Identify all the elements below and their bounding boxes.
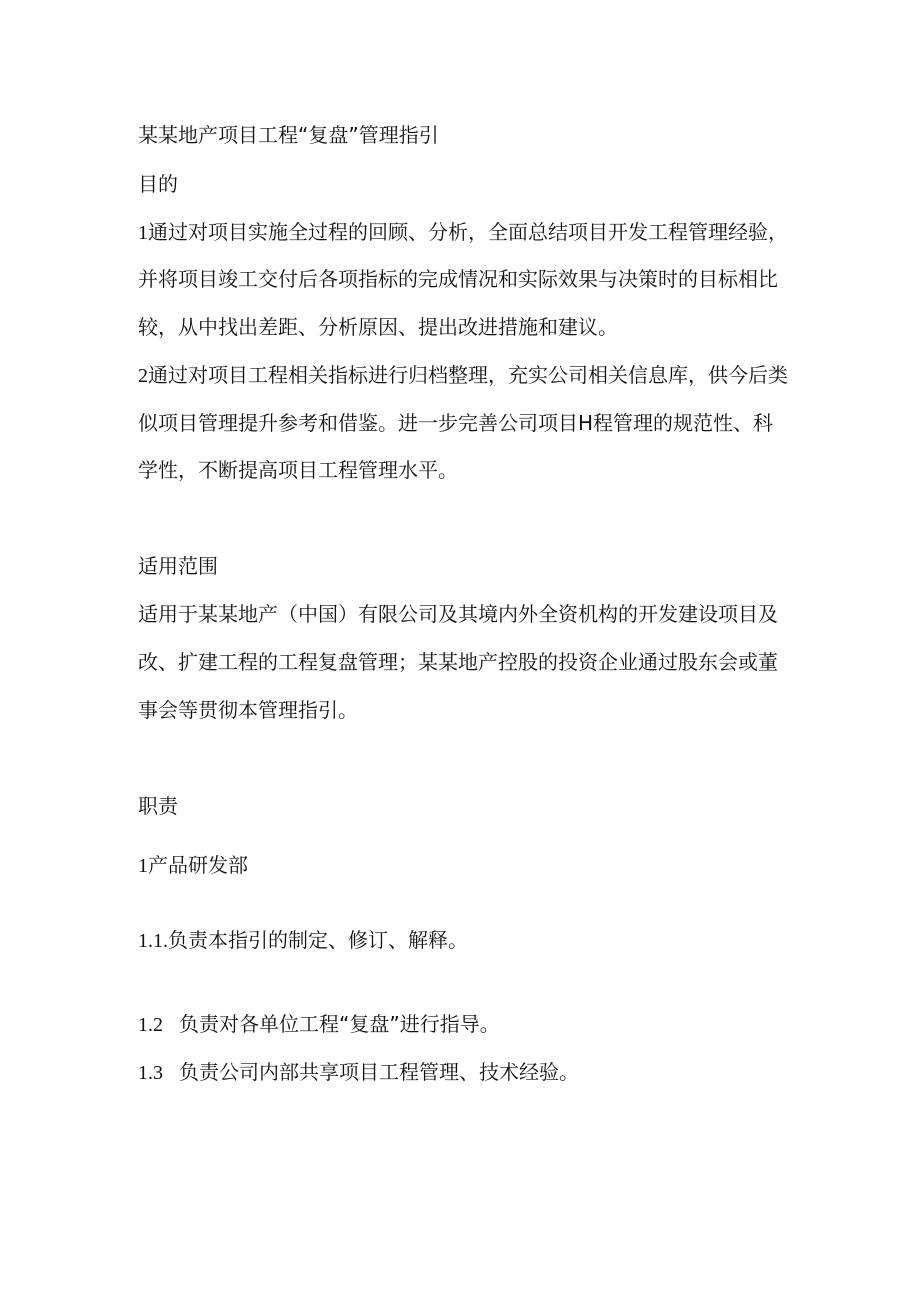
purpose-item-2-text: 通过对项目工程相关指标进行归档整理，充实公司相关信息库，供今后类 (148, 363, 788, 387)
duty-item-text: 负责对各单位工程“复盘”进行指导。 (179, 1012, 500, 1036)
duty-item-number: 1.1. (138, 930, 168, 952)
purpose-item-1-line-1 (138, 219, 798, 246)
purpose-item-1-line-2: 并将项目竣工交付后各项指标的完成情况和实际效果与决策时的目标相比 (138, 267, 778, 291)
purpose-item-2-line-3: 学性，不断提高项目工程管理水平。 (138, 458, 458, 482)
duties-dept-number: 1 (138, 855, 148, 877)
duties-dept (138, 852, 798, 879)
scope-line-1: 适用于某某地产（中国）有限公司及其境内外全资机构的开发建设项目及 (138, 602, 778, 626)
purpose-item-1-number: 1 (138, 222, 148, 244)
duty-item-1-3 (138, 1059, 798, 1086)
purpose-item-2-number: 2 (138, 365, 148, 387)
purpose-heading: 目的 (138, 172, 178, 196)
scope-line-2: 改、扩建工程的工程复盘管理；某某地产控股的投资企业通过股东会或董 (138, 650, 778, 674)
scope-line-3: 事会等贯彻本管理指引。 (138, 698, 358, 722)
purpose-item-1-text: 通过对项目实施全过程的回顾、分析，全面总结项目开发工程管理经验， (148, 220, 788, 244)
duty-item-text: 负责本指引的制定、修订、解释。 (168, 928, 468, 952)
document-title: 某某地产项目工程“复盘”管理指引 (138, 123, 439, 147)
duties-heading: 职责 (138, 794, 178, 818)
duty-item-1-1 (138, 927, 798, 954)
purpose-item-2-line-1 (138, 362, 798, 389)
duty-item-number: 1.2 (138, 1014, 163, 1036)
purpose-item-1-line-3: 较，从中找出差距、分析原因、提出改进措施和建议。 (138, 315, 618, 339)
scope-heading: 适用范围 (138, 554, 218, 578)
duties-dept-name: 产品研发部 (148, 853, 248, 877)
purpose-item-2-line-2: 似项目管理提升参考和借鉴。进一步完善公司项目H程管理的规范性、科 (138, 411, 774, 435)
duty-item-text: 负责公司内部共享项目工程管理、技术经验。 (179, 1060, 579, 1084)
duty-item-1-2 (138, 1011, 798, 1038)
duty-item-number: 1.3 (138, 1062, 163, 1084)
